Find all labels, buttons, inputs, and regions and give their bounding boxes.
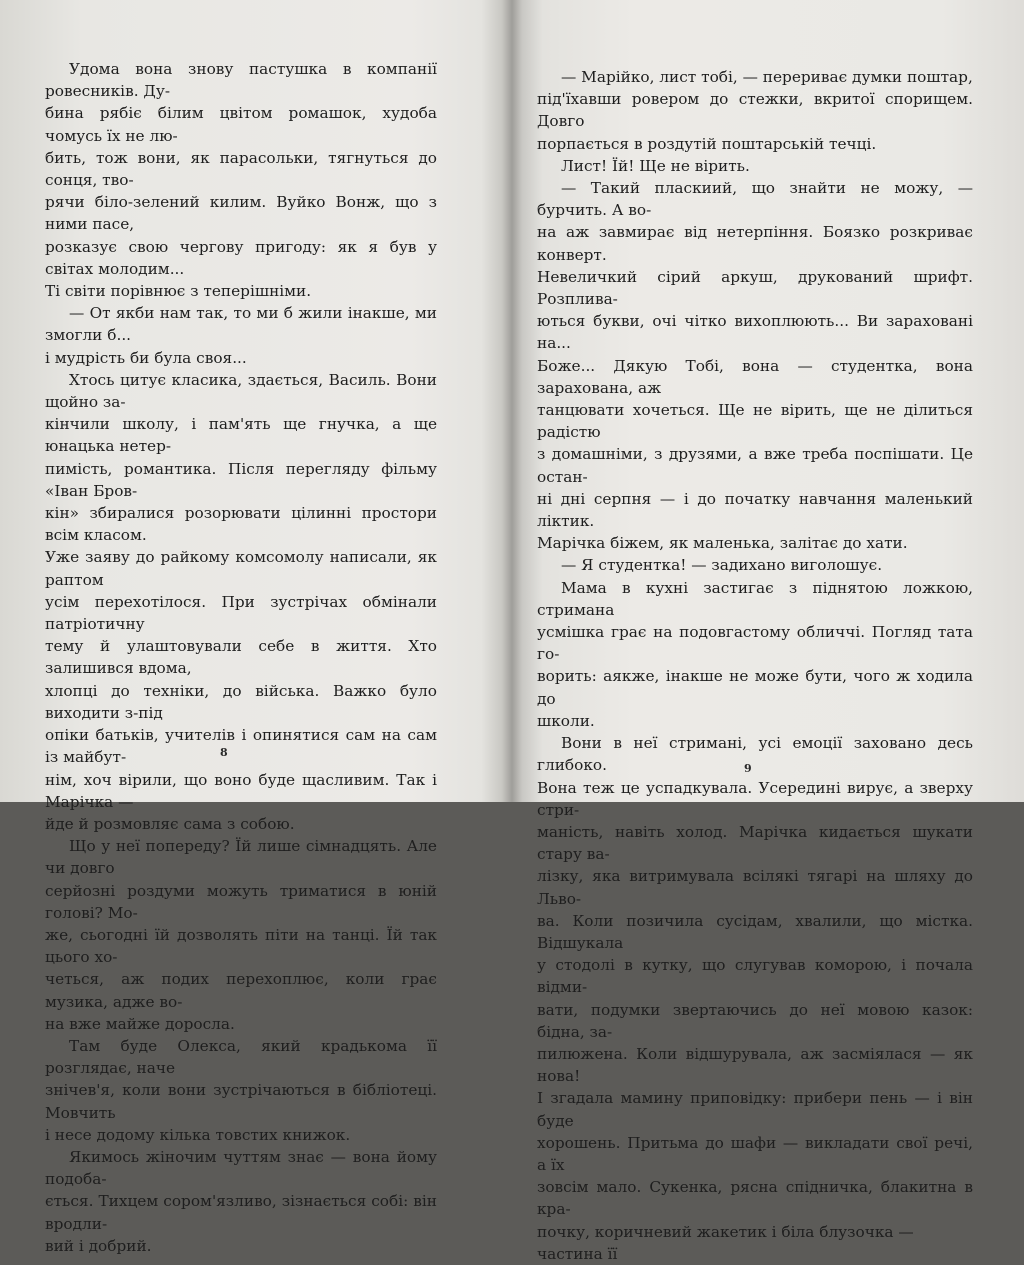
text-line: і мудрість би була своя... xyxy=(45,348,247,367)
paragraph xyxy=(45,835,437,1035)
text-line: усмішка грає на подовгастому обличчі. Погляд тата го- xyxy=(537,623,973,664)
text-line: порпається в роздутій поштарській течці. xyxy=(537,134,877,153)
text-line: знічев'я, коли вони зустрічаються в бібліотеці. Мовчить xyxy=(45,1081,437,1122)
text-line: рячи біло-зелений килим. Вуйко Вонж, що з ними пасе, xyxy=(45,193,437,234)
text-line: йде й розмовляє сама з собою. xyxy=(45,814,295,833)
text-line: Вона теж це успадкувала. Усередині вирує, а зверху стри- xyxy=(537,778,973,819)
text-line: на вже майже доросла. xyxy=(45,1014,235,1033)
text-line: Мама в кухні застигає з піднятою ложкою, стримана xyxy=(537,578,973,619)
text-line: Ті світи порівнює з теперішніми. xyxy=(45,282,312,301)
text-line: ва. Коли позичила сусідам, хвалили, що містка. Відшукала xyxy=(537,911,973,952)
text-line: Вони в неї стримані, усі емоції заховано десь глибоко. xyxy=(537,734,973,775)
text-line: зовсім мало. Сукенка, рясна спідничка, блакитна в кра- xyxy=(537,1178,973,1219)
text-line: Лист! Їй! Ще не вірить. xyxy=(561,156,750,175)
text-line: кін» збиралися розорювати цілинні простори всім класом. xyxy=(45,504,437,545)
text-line: почку, коричневий жакетик і біла блузочка — частина її xyxy=(537,1222,914,1263)
text-line: тему й улаштовували себе в життя. Хто залишився вдома, xyxy=(45,637,437,678)
paragraph xyxy=(45,1035,437,1146)
text-line: Там буде Олекса, який крадькома її розглядає, наче xyxy=(45,1036,437,1078)
text-line: четься, аж подих перехоплює, коли грає музика, адже во- xyxy=(45,970,437,1011)
paragraph xyxy=(537,177,973,554)
text-line: Хтось цитує класика, здається, Василь. Вони щойно за- xyxy=(45,370,437,412)
page-number: 8 xyxy=(220,746,228,759)
text-line: Невеличкий сірий аркуш, друкований шрифт. Розплива- xyxy=(537,267,973,309)
paragraph xyxy=(45,58,437,302)
text-line: кінчили школу, і пам'ять ще гнучка, а ще юнацька нетер- xyxy=(45,415,437,456)
right-page xyxy=(512,0,1024,1263)
text-line: лізку, яка витримувала всілякі тягарі на шляху до Льво- xyxy=(537,867,973,908)
text-line: танцювати хочеться. Ще не вірить, ще не ділиться радістю xyxy=(537,401,973,442)
text-line: з домашніми, з друзями, а вже треба поспішати. Це остан- xyxy=(537,445,973,486)
text-line: опіки батьків, учителів і опинятися сам на сам із майбут- xyxy=(45,726,437,767)
text-line: маність, навіть холод. Марічка кидається шукати стару ва- xyxy=(537,822,973,864)
paragraph xyxy=(537,155,973,177)
text-line: — Такий пласкиий, що знайти не можу, — бурчить. А во- xyxy=(537,179,973,220)
page-number: 9 xyxy=(744,762,752,775)
text-line: — Я студентка! — задихано виголошує. xyxy=(561,556,883,575)
paragraph xyxy=(537,732,973,1265)
left-page xyxy=(0,0,510,1255)
text-line: вий і добрий. xyxy=(45,1236,152,1255)
text-line: пилюжена. Коли відшурувала, аж засміялася — як нова! xyxy=(537,1044,973,1086)
text-line: вати, подумки звертаючись до неї мовою казок: бідна, за- xyxy=(537,1000,973,1041)
text-line: пимість, романтика. Після перегляду фільму «Іван Бров- xyxy=(45,459,437,500)
paragraph xyxy=(45,369,437,835)
text-line: школи. xyxy=(537,711,595,730)
right-page-text xyxy=(537,66,973,1265)
text-line: ні дні серпня — і до початку навчання маленький ліктик. xyxy=(537,489,973,531)
text-line: — Марійко, лист тобі, — перериває думки поштар, xyxy=(561,68,973,86)
paragraph xyxy=(537,66,973,155)
paragraph xyxy=(45,302,437,369)
text-line: Що у неї попереду? Їй лише сімнадцять. Але чи довго xyxy=(45,837,437,878)
text-line: усім перехотілося. При зустрічах обмінали патріотичну xyxy=(45,592,437,634)
text-line: Марічка біжем, як маленька, залітає до хати. xyxy=(537,534,908,553)
text-line: Боже... Дякую Тобі, вона — студентка, вона зарахована, аж xyxy=(537,356,973,397)
text-line: ються букви, очі чітко вихоплюють... Ви зараховані на... xyxy=(537,312,973,353)
paragraph xyxy=(537,577,973,732)
left-page-text xyxy=(45,58,437,1257)
text-line: ється. Тихцем сором'язливо, зізнається собі: він вродли- xyxy=(45,1192,437,1233)
text-line: хлопці до техніки, до війська. Важко було виходити з-під xyxy=(45,681,437,722)
paragraph xyxy=(537,554,973,576)
paragraph xyxy=(45,1146,437,1257)
text-line: і несе додому кілька товстих книжок. xyxy=(45,1125,351,1144)
text-line: Удома вона знову пастушка в компанії ровесників. Ду- xyxy=(45,60,437,101)
text-line: на аж завмирає від нетерпіння. Боязко розкриває конверт. xyxy=(537,223,973,264)
text-line: — От якби нам так, то ми б жили інакше, ми змогли б... xyxy=(45,304,437,345)
text-line: же, сьогодні їй дозволять піти на танці. Їй так цього хо- xyxy=(45,925,437,967)
text-line: І згадала мамину приповідку: прибери пень — і він буде xyxy=(537,1089,973,1130)
text-line: під'їхавши ровером до стежки, вкритої спорищем. Довго xyxy=(537,90,973,131)
text-line: бина рябіє білим цвітом ромашок, худоба чомусь їх не лю- xyxy=(45,104,437,145)
text-line: нім, хоч вірили, що воно буде щасливим. Так і Марічка — xyxy=(45,770,437,811)
text-line: бить, тож вони, як парасольки, тягнуться до сонця, тво- xyxy=(45,148,437,190)
text-line: серйозні роздуми можуть триматися в юній голові? Мо- xyxy=(45,881,437,922)
text-line: ворить: аякже, інакше не може бути, чого ж ходила до xyxy=(537,667,973,708)
text-line: Якимось жіночим чуттям знає — вона йому подоба- xyxy=(45,1147,437,1189)
text-line: хорошень. Притьма до шафи — викладати свої речі, а їх xyxy=(537,1133,973,1174)
text-line: Уже заяву до райкому комсомолу написали, як раптом xyxy=(45,548,437,589)
text-line: у стодолі в кутку, що слугував коморою, і почала відми- xyxy=(537,956,973,997)
text-line: розказує свою чергову пригоду: як я був у світах молодим... xyxy=(45,237,437,278)
